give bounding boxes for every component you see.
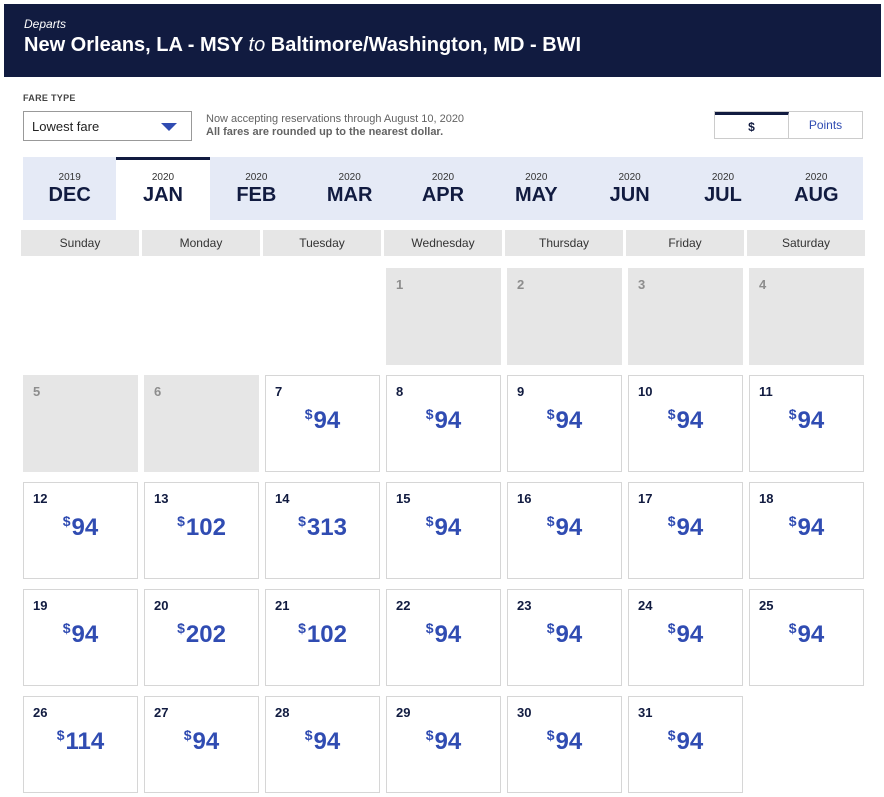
fare-price [508, 620, 621, 649]
fare-amount: 94 [676, 407, 704, 434]
fare-amount: 114 [65, 728, 105, 755]
calendar-day-3 [628, 268, 743, 365]
fare-price [145, 727, 258, 756]
fare-amount: 94 [313, 728, 341, 755]
currency-symbol: $ [298, 620, 306, 636]
day-number: 30 [517, 705, 532, 720]
fare-price [145, 513, 258, 542]
calendar-day-31[interactable] [628, 696, 743, 793]
currency-symbol: $ [667, 406, 676, 422]
currency-symbol: $ [62, 513, 71, 529]
calendar-day-16[interactable] [507, 482, 622, 579]
currency-toggle [714, 111, 863, 139]
month-tab-feb[interactable] [210, 157, 303, 220]
fare-price [508, 513, 621, 542]
month-tab-may[interactable] [490, 157, 583, 220]
fare-price [750, 406, 863, 435]
fare-amount: 94 [71, 621, 99, 648]
weekday-wednesday: Wednesday [384, 230, 502, 256]
day-number: 20 [154, 598, 169, 613]
calendar-blank-cell [23, 268, 138, 365]
calendar-day-19[interactable] [23, 589, 138, 686]
calendar-day-28[interactable] [265, 696, 380, 793]
fare-amount: 313 [306, 514, 347, 541]
calendar-day-15[interactable] [386, 482, 501, 579]
calendar-day-10[interactable] [628, 375, 743, 472]
reservation-notice [206, 113, 464, 139]
calendar-day-17[interactable] [628, 482, 743, 579]
fare-price [387, 513, 500, 542]
calendar-day-9[interactable] [507, 375, 622, 472]
to-word: to [248, 34, 266, 56]
month-tab-label: APR [421, 184, 465, 206]
fare-price [750, 513, 863, 542]
fare-amount: 94 [555, 407, 583, 434]
calendar-day-18[interactable] [749, 482, 864, 579]
fare-price [266, 727, 379, 756]
calendar-day-1 [386, 268, 501, 365]
calendar-day-13[interactable] [144, 482, 259, 579]
fare-price [750, 620, 863, 649]
day-number: 8 [396, 384, 404, 399]
currency-symbol: $ [788, 513, 797, 529]
day-number: 6 [154, 384, 162, 399]
currency-symbol: $ [298, 513, 306, 529]
day-number: 13 [154, 491, 169, 506]
month-tab-label: MAY [515, 184, 558, 206]
fare-price [145, 620, 258, 649]
month-tab-year: 2020 [431, 172, 455, 183]
fare-price [387, 620, 500, 649]
currency-symbol: $ [788, 406, 797, 422]
currency-symbol: $ [425, 513, 434, 529]
calendar-day-20[interactable] [144, 589, 259, 686]
currency-symbol: $ [56, 727, 65, 743]
weekday-tuesday: Tuesday [263, 230, 381, 256]
fare-price [266, 620, 379, 649]
calendar-day-4 [749, 268, 864, 365]
fare-type-value: Lowest fare [32, 119, 100, 134]
currency-symbol: $ [546, 406, 555, 422]
fare-type-label: FARE TYPE [23, 93, 76, 103]
calendar-day-7[interactable] [265, 375, 380, 472]
month-tab-jun[interactable] [583, 157, 676, 220]
month-tab-year: 2020 [711, 172, 735, 183]
day-number: 5 [33, 384, 41, 399]
points-tab[interactable]: Points [808, 118, 843, 132]
currency-symbol: $ [425, 727, 434, 743]
day-number: 29 [396, 705, 411, 720]
weekday-sunday: Sunday [21, 230, 139, 256]
fare-calendar [23, 268, 864, 793]
calendar-day-29[interactable] [386, 696, 501, 793]
month-tab-label: MAR [326, 184, 373, 206]
currency-symbol: $ [177, 620, 185, 636]
weekday-friday: Friday [626, 230, 744, 256]
departs-label: Departs [24, 17, 67, 31]
fare-amount: 94 [192, 728, 220, 755]
currency-symbol: $ [788, 620, 797, 636]
day-number: 16 [517, 491, 532, 506]
currency-symbol: $ [667, 513, 676, 529]
month-tab-year: 2020 [805, 172, 828, 183]
day-number: 1 [396, 277, 404, 292]
fare-amount: 94 [434, 728, 462, 755]
day-number: 19 [33, 598, 48, 613]
calendar-day-6 [144, 375, 259, 472]
currency-symbol: $ [304, 406, 313, 422]
calendar-day-30[interactable] [507, 696, 622, 793]
currency-symbol: $ [425, 620, 434, 636]
chevron-down-icon [161, 123, 177, 131]
day-number: 18 [759, 491, 774, 506]
currency-symbol: $ [425, 406, 434, 422]
month-tab-label: JAN [142, 184, 183, 206]
month-tab-year: 2020 [151, 172, 175, 183]
fare-amount: 202 [185, 621, 226, 648]
day-number: 24 [638, 598, 653, 613]
currency-symbol: $ [667, 727, 676, 743]
route-header [4, 4, 881, 77]
fare-price [629, 406, 742, 435]
fare-price [629, 513, 742, 542]
calendar-day-11[interactable] [749, 375, 864, 472]
calendar-day-2 [507, 268, 622, 365]
day-number: 3 [638, 277, 646, 292]
day-number: 7 [275, 384, 283, 399]
fare-amount: 102 [306, 621, 347, 648]
month-tab-dec[interactable] [23, 157, 116, 220]
month-tab-year: 2020 [618, 172, 641, 183]
weekday-saturday: Saturday [747, 230, 865, 256]
month-tab-aug[interactable] [770, 157, 863, 220]
fare-type-select[interactable] [23, 111, 192, 141]
month-tab-year: 2020 [245, 172, 268, 183]
calendar-day-12[interactable] [23, 482, 138, 579]
month-tab-jan[interactable] [116, 157, 209, 220]
fare-price [629, 620, 742, 649]
calendar-blank-cell [265, 268, 380, 365]
reservation-window-text: Now accepting reservations through August 10, 2020 [206, 113, 465, 125]
currency-symbol: $ [177, 513, 185, 529]
fare-amount: 94 [434, 621, 462, 648]
day-number: 2 [517, 277, 525, 292]
fare-price [508, 727, 621, 756]
fare-price [24, 620, 137, 649]
origin-city: New Orleans, LA - MSY [24, 34, 243, 56]
weekday-header [21, 230, 865, 256]
fare-price [387, 727, 500, 756]
rounding-note: All fares are rounded up to the nearest dollar. [206, 126, 444, 138]
fare-amount: 94 [555, 514, 583, 541]
fare-amount: 94 [434, 514, 462, 541]
day-number: 26 [33, 705, 48, 720]
fare-price [266, 406, 379, 435]
fare-price [266, 513, 379, 542]
day-number: 21 [275, 598, 290, 613]
currency-symbol: $ [62, 620, 71, 636]
fare-price [24, 513, 137, 542]
fare-amount: 94 [676, 621, 704, 648]
weekday-monday: Monday [142, 230, 260, 256]
month-tab-mar[interactable] [303, 157, 396, 220]
fare-amount: 94 [797, 514, 825, 541]
route-title [24, 34, 861, 57]
calendar-day-14[interactable] [265, 482, 380, 579]
calendar-day-8[interactable] [386, 375, 501, 472]
fare-amount: 94 [676, 514, 704, 541]
day-number: 31 [638, 705, 653, 720]
month-tab-year: 2019 [58, 172, 81, 183]
fare-price [508, 406, 621, 435]
day-number: 23 [517, 598, 532, 613]
fare-amount: 94 [555, 728, 583, 755]
calendar-day-5 [23, 375, 138, 472]
month-tab-label: DEC [48, 184, 91, 206]
day-number: 17 [638, 491, 653, 506]
calendar-day-22[interactable] [386, 589, 501, 686]
day-number: 15 [396, 491, 411, 506]
weekday-thursday: Thursday [505, 230, 623, 256]
day-number: 11 [759, 384, 773, 399]
currency-symbol: $ [546, 620, 555, 636]
currency-symbol: $ [183, 727, 192, 743]
month-tab-jul[interactable] [676, 157, 769, 220]
fare-amount: 94 [71, 514, 99, 541]
calendar-day-27[interactable] [144, 696, 259, 793]
month-tab-year: 2020 [525, 172, 548, 183]
calendar-blank-cell [144, 268, 259, 365]
destination-city: Baltimore/Washington, MD - BWI [270, 34, 582, 56]
day-number: 4 [759, 277, 767, 292]
day-number: 10 [638, 384, 653, 399]
month-tabs [23, 157, 863, 220]
month-tab-label: JUL [704, 184, 742, 206]
day-number: 27 [154, 705, 169, 720]
fare-amount: 94 [797, 407, 825, 434]
fare-amount: 94 [434, 407, 462, 434]
dollars-tab[interactable]: $ [715, 112, 789, 138]
calendar-day-26[interactable] [23, 696, 138, 793]
month-tab-label: FEB [236, 184, 277, 206]
day-number: 12 [33, 491, 48, 506]
calendar-day-25[interactable] [749, 589, 864, 686]
month-tab-label: JUN [609, 184, 650, 206]
day-number: 25 [759, 598, 774, 613]
day-number: 28 [275, 705, 290, 720]
month-tab-label: AUG [794, 184, 839, 206]
currency-symbol: $ [546, 513, 555, 529]
currency-symbol: $ [304, 727, 313, 743]
currency-symbol: $ [667, 620, 676, 636]
day-number: 22 [396, 598, 411, 613]
day-number: 14 [275, 491, 290, 506]
fare-amount: 94 [676, 728, 704, 755]
fare-price [24, 727, 137, 756]
fare-price [387, 406, 500, 435]
month-tab-apr[interactable] [396, 157, 489, 220]
day-number: 9 [517, 384, 525, 399]
month-tab-year: 2020 [338, 172, 361, 183]
fare-amount: 94 [555, 621, 583, 648]
calendar-day-21[interactable] [265, 589, 380, 686]
fare-amount: 94 [313, 407, 341, 434]
fare-amount: 94 [797, 621, 825, 648]
fare-amount: 102 [185, 514, 226, 541]
fare-price [629, 727, 742, 756]
calendar-day-24[interactable] [628, 589, 743, 686]
calendar-day-23[interactable] [507, 589, 622, 686]
currency-symbol: $ [546, 727, 555, 743]
